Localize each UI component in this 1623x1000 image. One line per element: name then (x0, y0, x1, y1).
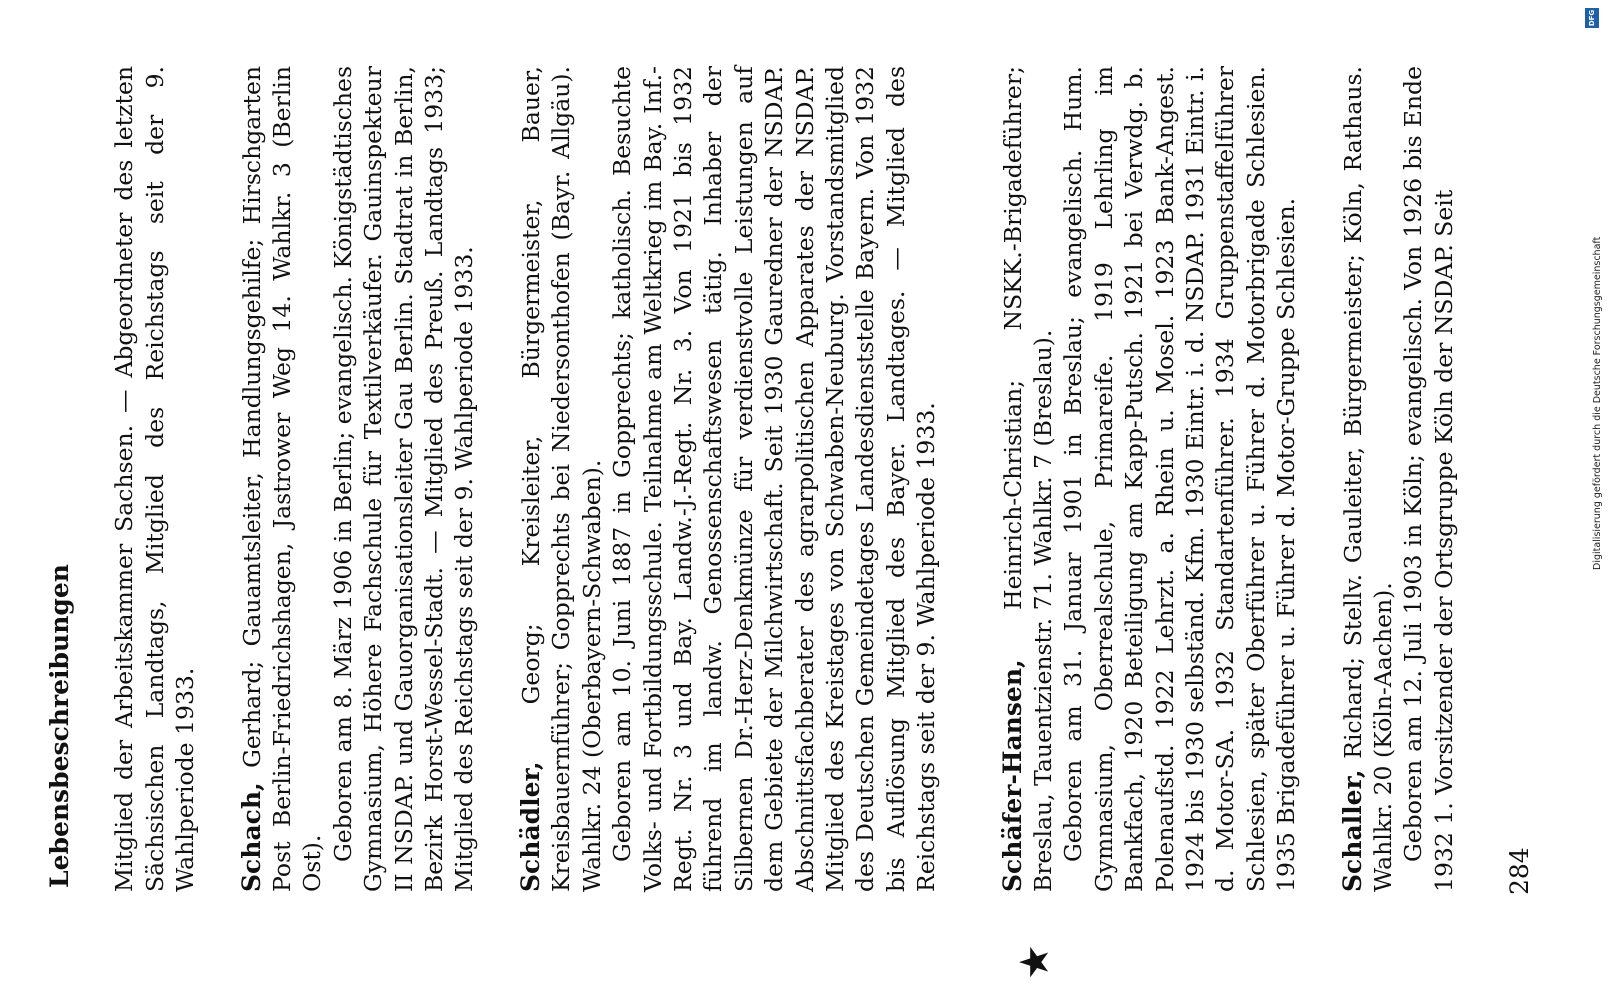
entry-header: Richard; Stellv. Gauleiter, Bürgermeister; Köln, Rathaus. Wahlkr. 20 (Köln-Aachen). (1338, 66, 1398, 892)
biography-entry (109, 66, 200, 892)
entry-paragraph: Geboren am 31. Januar 1901 in Breslau; evangelisch. Hum. Gymnasium, Oberrealschule, Primareife. 1919 Lehrling im Bankfach, 1920 Beteiligung am Kapp-Putsch. 1921 bei Verwdg. b. Polenaufstd. 1922 Lehrzt. a. Rhein u. Mosel. 1923 Bank-Angest. 1924 bis 1930 selbständ. Kfm. 1930 Eintr. i. d. NSDAP. 1931 Eintr. i. d. Motor-SA. 1932 Standartenführer. 1934 Gruppenstaffelführer Schlesien, später Oberführer u. Führer d. Motorbrigade Schlesien. 1935 Brigadeführer u. Führer d. Motor-Gruppe Schlesien. (1059, 66, 1301, 892)
biography-entry (998, 66, 1302, 892)
star-marker-icon: ★ (1012, 944, 1058, 980)
biography-entry (1338, 66, 1460, 892)
entry-name: Schädler, (515, 761, 545, 892)
entry-paragraph: Geboren am 8. März 1906 in Berlin; evangelisch. Königstädtisches Gymnasium, Höhere Fachschule für Textilverkäufer. Gauinspekteur II NSDAP. und Gauorganisationsleiter Gau Berlin. Stadtrat in Berlin, Bezirk Horst-Wessel-Stadt. — Mitglied des Preuß. Landtags 1933; Mitglied des Reichstags seit der 9. Wahlperiode 1933. (328, 65, 479, 892)
entry-name: Schaller, (1337, 769, 1367, 892)
biography-entry (516, 66, 942, 892)
entry-header: Heinrich-Christian; NSKK.-Brigadeführer; Breslau, Tauentzienstr. 71. Wahlkr. 7 (Breslau). (998, 66, 1057, 892)
entry-header: Gerhard; Gauamtsleiter, Handlungsgehilfe; Hirschgarten Post Berlin-Friedrichshagen, Jastrower Weg 14. Wahlkr. 3 (Berlin Ost). (237, 66, 327, 892)
biography-entry (237, 66, 480, 892)
dfg-logo: DFG (1585, 8, 1599, 28)
page-content (45, 66, 1459, 892)
digitization-note: Digitalisierung gefördert durch die Deutsche Forschungsgemeinschaft (1592, 236, 1603, 570)
entry-header: Georg; Kreisleiter, Bürgermeister, Bauer, Kreisbauernführer; Gopprechts bei Niedersonthofen (Bayr. Allgäu). Wahlkr. 24 (Oberbayern-Schwaben). (516, 66, 606, 892)
entry-paragraph: Mitglied der Arbeitskammer Sachsen. — Abgeordneter des letzten Sächsischen Landtags, Mitglied des Reichstags seit der 9. Wahlperiode 1933. (110, 66, 200, 892)
entry-name: Schach, (236, 782, 266, 892)
page-number: 284 (1505, 847, 1534, 895)
entry-name: Schäfer-Hansen, (997, 659, 1027, 892)
entry-paragraph: Geboren am 12. Juli 1903 in Köln; evangelisch. Von 1926 bis Ende 1932 1. Vorsitzender der Ortsgruppe Köln der NSDAP. Seit (1399, 66, 1458, 892)
page-heading: Lebensbeschreibungen (45, 564, 74, 888)
entry-paragraph: Geboren am 10. Juni 1887 in Gopprechts; katholisch. Besuchte Volks- und Fortbildungsschule. Teilnahme am Weltkrieg im Bay. Inf.-Regt. Nr. 3 und Bay. Landw.-J.-Regt. Nr. 3. Von 1921 bis 1932 führend im landw. Genossenschaftswesen tätig. Inhaber der Silbernen Dr.-Herz-Denkmünze für verdienstvolle Leistungen auf dem Gebiete der Milchwirtschaft. Seit 1930 Gauredner der NSDAP. Abschnittsfachberater des agrarpolitischen Apparates der NSDAP. Mitglied des Kreistages von Schwaben-Neuburg. Vorstandsmitglied des Deutschen Gemeindetages Landesdienststelle Bayern. Von 1932 bis Auflösung Mitglied des Bayer. Landtages. — Mitglied des Reichstags seit der 9. Wahlperiode 1933. (608, 66, 941, 892)
